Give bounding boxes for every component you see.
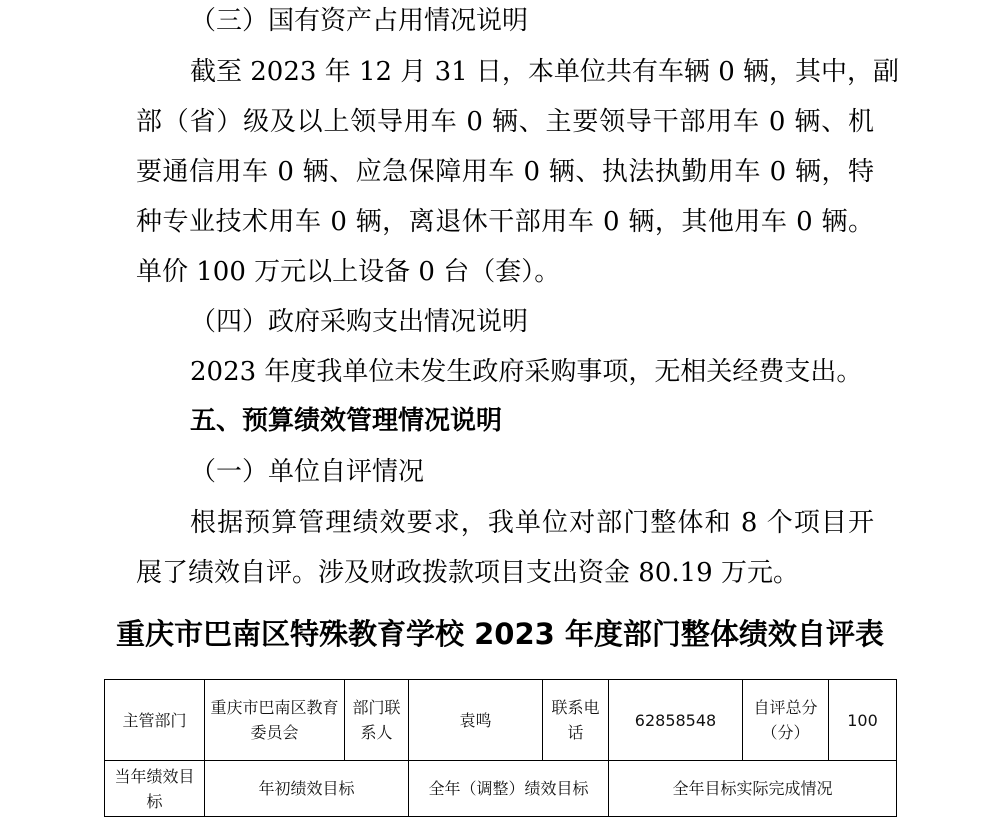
paragraph-line: 单价 100 万元以上设备 0 台（套）。: [136, 257, 561, 287]
contact-value-cell: 袁鸣: [409, 680, 543, 761]
dept-label-cell: 主管部门: [105, 680, 205, 761]
paragraph-line: 要通信用车 0 辆、应急保障用车 0 辆、执法执勤用车 0 辆，特: [136, 157, 874, 187]
table-row: [105, 761, 897, 817]
evaluation-table: [104, 679, 897, 817]
actual-completion-header: 全年目标实际完成情况: [609, 761, 897, 817]
paragraph-line: 展了绩效自评。涉及财政拨款项目支出资金 80.19 万元。: [136, 558, 799, 588]
table-row: [105, 680, 897, 761]
score-label-cell: 自评总分（分）: [743, 680, 829, 761]
paragraph-line: 根据预算管理绩效要求，我单位对部门整体和 8 个项目开: [190, 508, 874, 538]
paragraph-line: 截至 2023 年 12 月 31 日，本单位共有车辆 0 辆，其中，副: [190, 57, 899, 87]
initial-goal-header: 年初绩效目标: [205, 761, 409, 817]
dept-value-cell: 重庆市巴南区教育委员会: [205, 680, 345, 761]
contact-label-cell: 部门联系人: [345, 680, 409, 761]
paragraph-line: 种专业技术用车 0 辆，离退休干部用车 0 辆，其他用车 0 辆。: [136, 207, 874, 237]
goal-label-cell: 当年绩效目标: [105, 761, 205, 817]
table-title: 重庆市巴南区特殊教育学校 2023 年度部门整体绩效自评表: [116, 617, 884, 651]
phone-label-cell: 联系电话: [543, 680, 609, 761]
phone-value-cell: 62858548: [609, 680, 743, 761]
section-heading-performance: 五、预算绩效管理情况说明: [190, 406, 503, 436]
section-heading-procurement: （四）政府采购支出情况说明: [190, 307, 529, 337]
section-heading-self-evaluation: （一）单位自评情况: [190, 457, 425, 487]
score-value-cell: 100: [829, 680, 897, 761]
section-heading-state-assets: （三）国有资产占用情况说明: [190, 6, 529, 36]
paragraph-line: 2023 年度我单位未发生政府采购事项，无相关经费支出。: [190, 357, 863, 387]
adjusted-goal-header: 全年（调整）绩效目标: [409, 761, 609, 817]
paragraph-line: 部（省）级及以上领导用车 0 辆、主要领导干部用车 0 辆、机: [136, 107, 874, 137]
